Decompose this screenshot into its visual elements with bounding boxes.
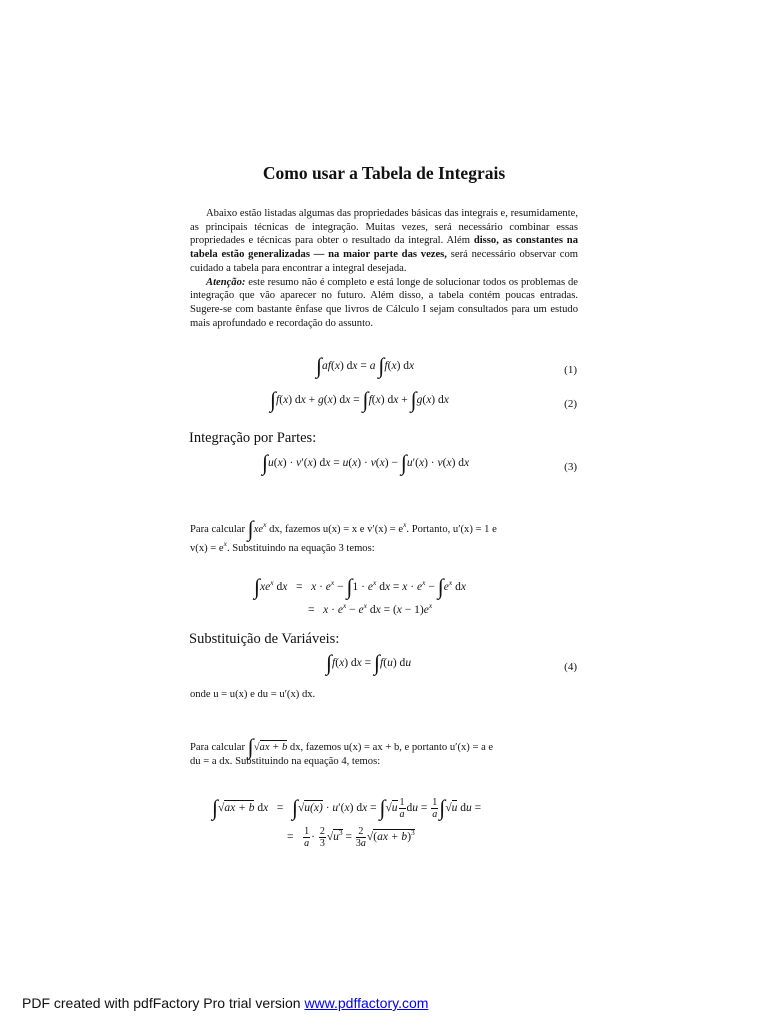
equation-number-2: (2) [564, 398, 577, 410]
example-2-derivation-line-1: ∫√ax + b dx = ∫√u(x) · u′(x) dx = ∫√u $\frac{1}{a}$ du = $\frac{1}{a}$ ∫√u du = [212, 795, 482, 821]
example-2-text-c: du = a dx. Substituindo na equação 4, temos: [190, 756, 381, 767]
attention-label: Atenção: [206, 276, 246, 288]
attention-text: este resumo não é completo e está longe de solucionar todos os problemas de integração que vão aparecer no futuro. Além disso, a tabela contém poucas entradas. Sugere-se com bastante ênfase que livros de Cálculo I sejam consultados para um estudo mais aprofundado e recordação do assunto. [190, 276, 578, 329]
equation-4: ∫f(x) dx = ∫f(u) du [326, 650, 412, 675]
intro-bold-text: disso, as constantes na tabela estão generalizadas — na maior parte das vezes, [190, 235, 578, 261]
example-1-text-f: . Substituindo na equação 3 temos: [226, 543, 375, 554]
equation-2: ∫f(x) dx + g(x) dx = ∫f(x) dx + ∫g(x) dx [270, 387, 449, 412]
example-1-derivation-line-1: $\int xe^x$ dx = $x \cdot e^x - \int 1 \cdot e^x$ dx = $x \cdot e^x - \int e^x$ dx [254, 574, 466, 599]
substitution-note: onde u = u(x) e du = u′(x) dx. [190, 689, 316, 700]
section-heading-parts: Integração por Partes: [189, 430, 317, 446]
example-2-text: Para calcular ∫√ax + b dx, fazemos u(x) = ax + b, e portanto u′(x) = a e du = a dx. Substituindo na equação 4, temos: [190, 734, 494, 767]
example-1-text-b: xe [253, 524, 264, 535]
intro-paragraph [190, 207, 578, 330]
intro-text-1: Abaixo estão listadas algumas das propriedades básicas das integrais e, resumidamente, as principais técnicas de integração. Muitas vezes, será necessário combinar essas propriedades e técnicas para obter o resultado da integral. Além [190, 208, 578, 247]
footer-text: PDF created with pdfFactory Pro trial version [22, 995, 305, 1011]
footer-link[interactable]: www.pdffactory.com [304, 995, 429, 1011]
section-heading-substitution: Substituição de Variáveis: [189, 631, 340, 647]
intro-text-2: será necessário observar com cuidado a tabela para encontrar a integral desejada. [190, 249, 579, 274]
example-1-text-c: dx, fazemos u(x) = x e v′(x) = e [266, 524, 404, 535]
example-1-text-e: v(x) = e [190, 543, 224, 554]
equation-3: ∫u(x) · v′(x) dx = u(x) · v(x) − ∫u′(x) · v(x) dx [262, 450, 470, 475]
example-1-text-d: . Portanto, u′(x) = 1 e [406, 524, 497, 535]
example-2-text-b: dx, fazemos u(x) = ax + b, e portanto u′(x) = a e [287, 742, 494, 753]
example-1-text: Para calcular $\int xe^x$ dx, fazemos u(x) = x e $v'(x) = e^x$. Portanto, u′(x) = 1 e $v(x) = e^x$. Substituindo na equação 3 temos: [190, 516, 497, 554]
equation-number-3: (3) [564, 461, 577, 473]
example-2-derivation-line-2: = $\frac{1}{a}$ · $\frac{2}{3}$ $√u^3$ = $\frac{2}{3a}$ √(ax + b)$^3$ [287, 826, 415, 849]
example-2-text-a: Para calcular [190, 742, 245, 753]
equation-1: ∫af(x) dx = a ∫f(x) dx [316, 353, 415, 378]
example-1-text-a: Para calcular [190, 524, 245, 535]
pdf-footer [22, 995, 428, 1011]
equation-number-4: (4) [564, 661, 577, 673]
equation-number-1: (1) [564, 364, 577, 376]
example-1-derivation-line-2: = $x \cdot e^x - e^x$ dx = $(x - 1)e^x$ [308, 601, 433, 616]
page-title: Como usar a Tabela de Integrais [262, 163, 506, 183]
